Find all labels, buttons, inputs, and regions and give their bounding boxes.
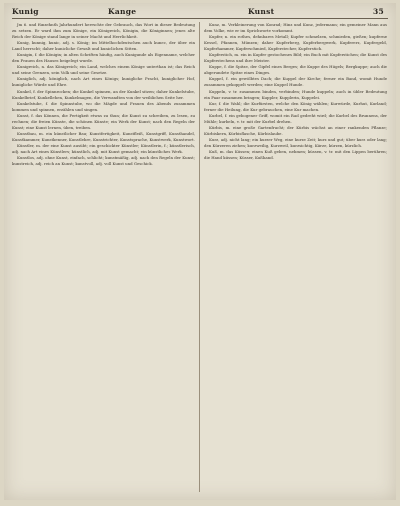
entry-paragraph: Kupferstich, m. ein in Kupfer gestochenes Bild; ein Buch mit Kupferstichen; die Kunst des Kupferstechens und ihre Meister. <box>204 52 387 64</box>
entry-paragraph: Kunst, f. das Können, die Fertigkeit etwas zu thun; die Kunst zu schreiben, zu lesen, zu rechnen; die freien Künste, die schönen Künste; ein Werk der Kunst; nach den Regeln der Kunst; eine Kunst lernen, üben, treiben. <box>12 112 195 130</box>
entry-paragraph: Kuppeln, v. tr. zusammen binden, verbinden; Hunde kuppeln; auch in übler Bedeutung ein Paar zusammen bringen; Kuppler, Kupplerin, Kuppelei. <box>204 88 387 100</box>
entry-paragraph: Kuß, m. das Küssen; einen Kuß geben, nehmen; küssen, v. tr. mit den Lippen berühren; die Hand küssen; Küsser, Kußhand. <box>204 148 387 161</box>
entry-paragraph: Jm 6. und fünzehnth Jahrhundert herrschte der Gebrauch, das Wort in dieser Bedeutung zu setzen. Er ward ihm zum Könige, ein Königreich, Königin, die Königinnen; jenes alte Reich der Könige stand lange in seiner Macht und Herrlichkeit. <box>12 22 195 40</box>
entry-paragraph: Kurbel, f. ein gebogener Griff, womit ein Rad gedreht wird; die Kurbel des Brunnens, der Mühle; kurbeln, v. tr. mit der Kurbel drehen. <box>204 112 387 124</box>
entry-paragraph: Kunig, kunnig, kunic, adj. s. König; im Mittelhochdeutschen auch kunec, der über ein Land herrscht; daher kunicliche Gewalt und kuniclichen Sitten. <box>12 40 195 52</box>
entry-paragraph: Kunz, m. Verkleinerung von Konrad; Hinz und Kunz, jedermann; ein gemeiner Mann aus dem Volke, wie er im Sprichworte vorkommt. <box>204 22 387 34</box>
dictionary-page <box>4 3 396 500</box>
entry-paragraph: Kur, f. die Wahl; die Kurfürsten, welche den König wählen; Kurwürde, Kurhut, Kurland; ferner die Heilung, die Kur gebrauchen, eine Kur machen. <box>204 100 387 112</box>
entry-paragraph: Kunigreich, n. das Königreich; ein Land, welches einem Könige unterthan ist; das Reich und seine Grenzen, sein Volk und seine Gesetze. <box>12 64 195 76</box>
entry-paragraph: Kunigin, f. die Königin; in alten Schriften häufig, auch Kunigunde als Eigenname, welcher den Frauen des Hauses beigelegt wurde. <box>12 52 195 64</box>
entry-paragraph: Kuppe, f. die Spitze, der Gipfel eines Berges; die Kuppe des Hügels; Bergkuppe; auch die abgerundete Spitze eines Dinges. <box>204 64 387 76</box>
entry-paragraph: Kuniglich, adj. königlich, nach Art eines Königs; kunigliche Pracht, kuniglicher Hof, kunigliche Würde und Ehre. <box>12 76 195 88</box>
header-left-word: Kunig <box>12 7 39 16</box>
entry-paragraph: Kurz, adj. nicht lang; ein kurzer Weg, eine kurze Zeit; kurz und gut; über kurz oder lang; den Kürzeren ziehen; kurzweilig, Kurzweil, kurzsichtig, Kürze, kürzen, kürzlich. <box>204 136 387 148</box>
entry-paragraph: Kunkelstube, f. die Spinnstube, wo die Mägde und Frauen des Abends zusammen kommen und spinnen, erzählen und singen. <box>12 100 195 112</box>
entry-paragraph: Kunkel, f. der Spinnrocken; die Kunkel spinnen, an der Kunkel sitzen; daher Kunkelstube, Kunkelbrief, Kunkellehen, Kunkelmagen, die Verwandten von der weiblichen Seite her. <box>12 88 195 100</box>
entry-paragraph: Kunstlos, adj. ohne Kunst, einfach, schlicht; kunstmäßig, adj. nach den Regeln der Kunst; kunstreich, adj. reich an Kunst; kunstvoll, adj. voll Kunst und Geschick. <box>12 155 195 167</box>
column-divider <box>199 22 200 492</box>
entry-paragraph: Kuppel, f. ein gewölbtes Dach; die Kuppel der Kirche; ferner ein Band, womit Hunde zusammen gekoppelt werden; eine Kuppel Hunde. <box>204 76 387 88</box>
page-number: 35 <box>372 7 384 16</box>
header-second-center-word: Kunst <box>248 7 275 16</box>
entry-paragraph: Kürbis, m. eine große Gartenfrucht; der Kürbis wächst an einer rankenden Pflanze; Kürbiskern, Kürbisflasche, Kürbislaube. <box>204 124 387 136</box>
header-center-word: Kange <box>108 7 137 16</box>
entry-paragraph: Kupfer, n. ein rothes, dehnbares Metall; Kupfer schmelzen, schmieden, gießen; kupferne Kessel, Pfannen, Münzen; daher Kupferberg, Kupferbergwerk, Kupfererz, Kupfergeld, Kupferhammer, Kupferschmied, Kupferstecher, Kupferstich. <box>204 34 387 52</box>
header-rule <box>12 18 388 19</box>
left-column <box>12 22 195 492</box>
entry-paragraph: Künstler, m. der eine Kunst ausübt; ein geschickter Künstler; Künstlerin, f.; künstlerisch, adj. nach Art eines Künstlers; künstlich, adj. mit Kunst gemacht; ein künstliches Werk. <box>12 142 195 154</box>
right-column <box>204 22 387 492</box>
entry-paragraph: Kunstbau, m. ein künstlicher Bau; Kunstfertigkeit, Kunstfleiß, Kunstgriff, Kunsthandel, Kunstkammer, Kunstkenner, Kunstlehre, Kunstrichter, Kunstsprache, Kunstwerk, Kunstwort. <box>12 130 195 142</box>
